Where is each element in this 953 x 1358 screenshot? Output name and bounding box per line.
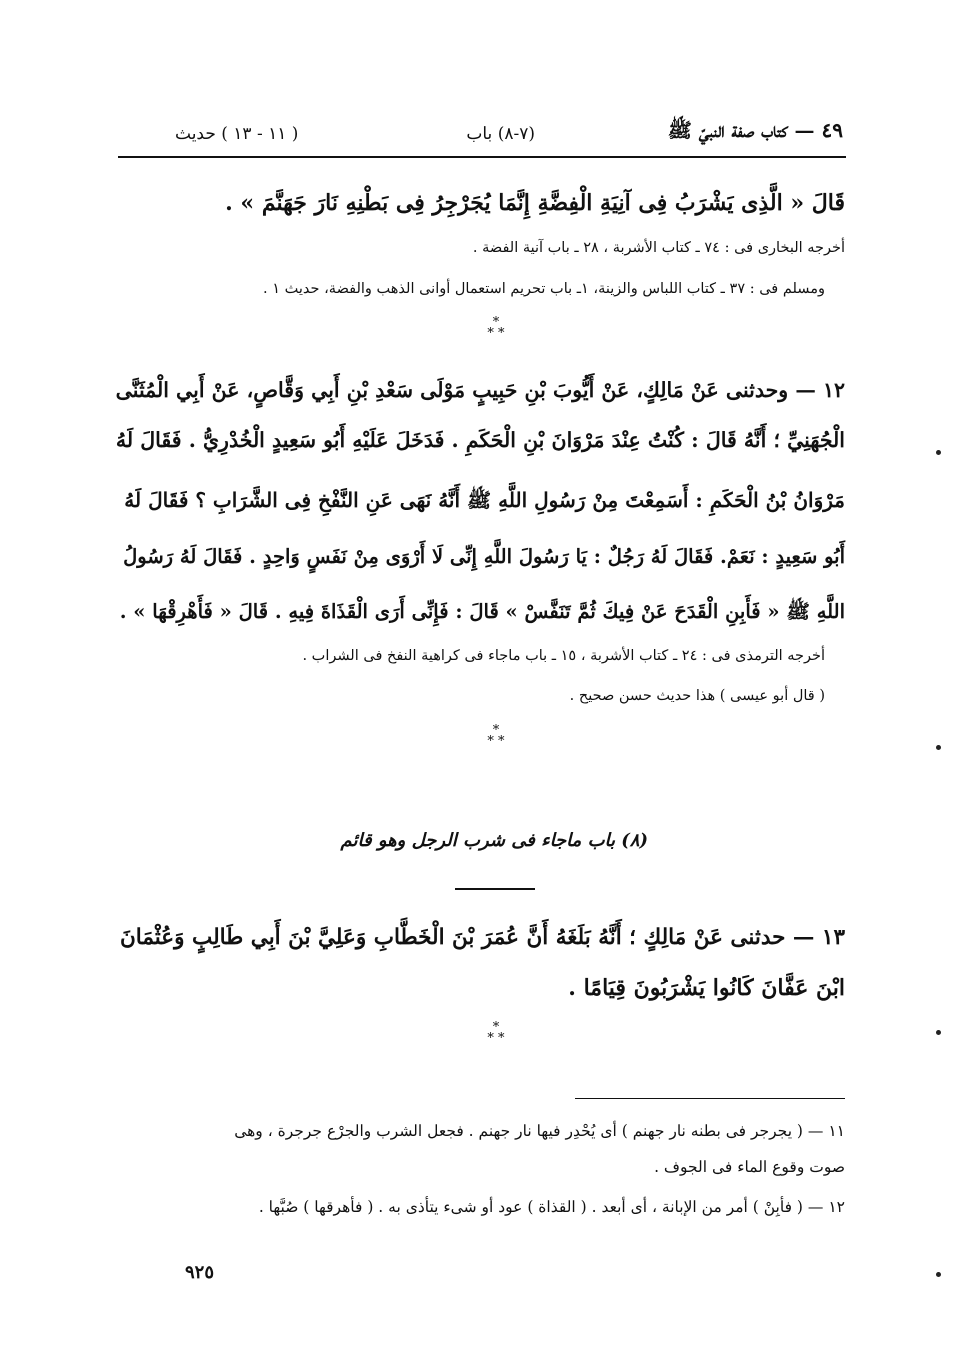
hadith-13-number: ١٣ — xyxy=(792,925,845,950)
hadith-13-lead: حدثنى xyxy=(730,925,786,950)
footnote-11-line-1: ١١ — ( يجرجر فى بطنه نار جهنم ) أى يُحْدِر فيها نار جهنم . فجعل الشرب والجرْع جرجرة ، وهى xyxy=(234,1122,845,1140)
separator-stars: * * * xyxy=(487,1020,505,1046)
header-hadith-range: ( ١١ - ١٣ ) حديث xyxy=(175,124,299,144)
separator-stars: * * * xyxy=(487,723,505,749)
hadith-13-line-2: ابْنَ عَفَّانَ كَانُوا يَشْرَبُونَ قِيَامًا . xyxy=(568,975,845,1001)
hadith-11-text: قَالَ « الَّذِى يَشْرَبُ فِى آنِيَةِ الْفِضَّةِ إِنَّمَا يُجَرْجِرُ فِى بَطْنِهِ نَارَ جَهَنَّمَ » . xyxy=(225,190,845,216)
hadith-12-line-2: الْجُهَنِيِّ ؛ أَنَّهُ قَالَ : كُنْتُ عِنْدَ مَرْوَانَ بْنِ الْحَكَمِ . فَدَخَلَ عَلَيْهِ أَبُو سَعِيدٍ الْخُدْرِيُّ . فَقَالَ لَهُ xyxy=(115,428,845,452)
separator-stars: * * * xyxy=(487,315,505,341)
hadith-12-ref-tirmidhi: أخرجه الترمذى فى : ٢٤ ـ كتاب الأشربة ، ١٥ ـ باب ماجاء فى كراهية النفخ فى الشراب . xyxy=(302,648,825,664)
hadith-11-ref-bukhari: أخرجه البخارى فى : ٧٤ ـ كتاب الأشربة ، ٢٨ ـ باب آنية الفضة . xyxy=(472,240,845,256)
hadith-12-line-4: أَبُو سَعِيدٍ : نَعَمْ. فَقَالَ لَهُ رَجُلٌ : يَا رَسُولَ اللَّهِ إِنِّى لَا أَرْوَى مِنْ نَفَسٍ وَاحِدٍ . فَقَالَ لَهُ رَسُولُ xyxy=(123,545,845,568)
scan-mark xyxy=(936,1030,941,1035)
scan-mark xyxy=(936,745,941,750)
chapter-rule xyxy=(455,888,535,890)
header-book-title: ٤٩ — كتاب صفة النبيّ ﷺ xyxy=(667,118,843,142)
hadith-11-ref-muslim: ومسلم فى : ٣٧ ـ كتاب اللباس والزينة، ١ـ باب تحريم استعمال أوانى الذهب والفضة، حديث ١ . xyxy=(263,281,825,297)
hadith-13-line-1 xyxy=(120,925,845,950)
hadith-12-line-3: مَرْوَانُ بْنُ الْحَكَمِ : أَسَمِعْتَ مِنْ رَسُولِ اللَّهِ ﷺ أَنَّهُ نَهَى عَنِ النَّفْخِ فِى الشَّرَابِ ؟ فَقَالَ لَهُ xyxy=(124,488,845,512)
hadith-12-line-1 xyxy=(115,378,845,402)
scan-mark xyxy=(936,1272,941,1277)
hadith-12-ref-grade: ( قال أبو عيسى ) هذا حديث حسن صحيح . xyxy=(569,688,825,704)
header-rule xyxy=(118,156,846,158)
footnote-11-line-2: صوت وقوع الماء فى الجوف . xyxy=(654,1158,845,1176)
footnote-rule xyxy=(575,1098,845,1099)
hadith-12-lead: وحدثنى xyxy=(725,378,789,402)
footnote-12: ١٢ — ( فأبِنْ ) أمر من الإبانة ، أى أبعد . ( القذاة ) عود أو شىء يتأذى به . ( فأهرقها ) صُبَّها . xyxy=(258,1198,845,1216)
hadith-12-line-1-text: عَنْ مَالِكٍ، عَنْ أَيُّوبَ بْنِ حَبِيبٍ مَوْلَى سَعْدِ بْنِ أَبِي وَقَّاصٍ، عَنْ أَبِي الْمُثَنَّى xyxy=(115,378,719,402)
scan-mark xyxy=(936,450,941,455)
header-chapter-range: (٧-٨) باب xyxy=(466,124,535,144)
chapter-heading: (٨) باب ماجاء فى شرب الرجل وهو قائم xyxy=(340,830,648,851)
page-number: ٩٢٥ xyxy=(185,1262,215,1283)
hadith-12-number: ١٢ — xyxy=(795,378,845,402)
hadith-13-line-1-text: عَنْ مَالِكٍ ؛ أَنَّهُ بَلَغَهُ أَنَّ عُمَرَ بْنَ الْخَطَّابِ وَعَلِيَّ بْنَ أَبِي طَالِبٍ وَعُثْمَانَ xyxy=(120,925,723,950)
hadith-12-line-5: اللَّهِ ﷺ « فَأَبِنِ الْقَدَحَ عَنْ فِيكَ ثُمَّ تَنَفَّسْ » قَالَ : فَإِنِّى أَرَى الْقَذَاةَ فِيهِ . قَالَ « فَأَهْرِقْهَا » . xyxy=(119,600,845,623)
